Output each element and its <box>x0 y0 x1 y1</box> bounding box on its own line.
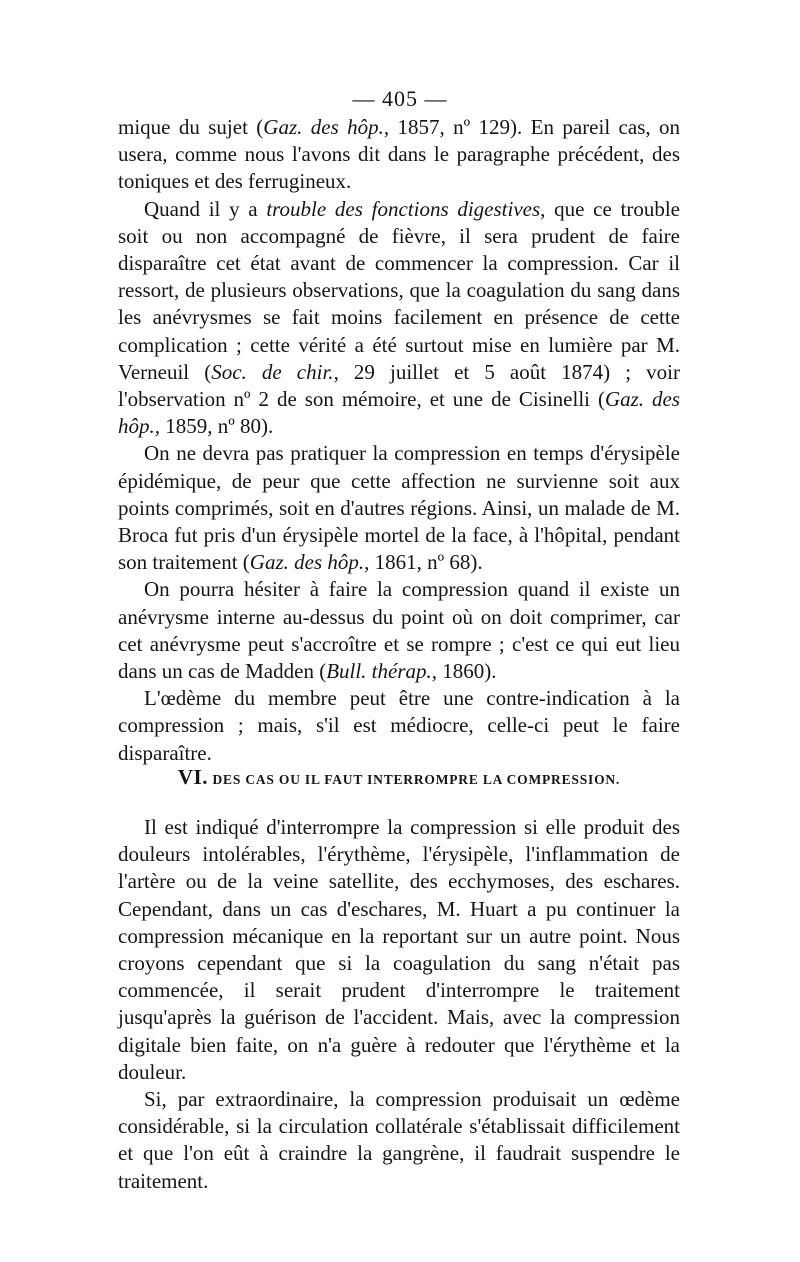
paragraph-oedema: L'œdème du membre peut être une contre-indication à la compression ; mais, s'il est médiocre, celle-ci peut le faire disparaître. <box>118 686 680 765</box>
paragraph-continuation: mique du sujet (Gaz. des hôp., 1857, nº 129). En pareil cas, on usera, comme nous l'avons dit dans le paragraphe précédent, des toniques et des ferrugineux. <box>118 115 680 194</box>
paragraph-interrupt: Il est indiqué d'interrompre la compression si elle produit des douleurs intolérables, l'érythème, l'érysipèle, l'inflammation de l'artère ou de la veine satellite, des ecchymoses, des eschares. Cependant, dans un cas d'eschares, M. Huart a pu continuer la compression mécanique en la reportant sur un autre point. Nous croyons cependant que si la coagulation du sang n'était pas commencée, il serait prudent d'interrompre le traitement jusqu'après la guérison de l'accident. Mais, avec la compression digitale bien faite, on n'a guère à redouter que l'érythème et la douleur. <box>118 815 680 1084</box>
body-text-top <box>118 114 680 767</box>
section-title: DES CAS OU IL FAUT INTERROMPRE LA COMPRESSION. <box>212 772 621 787</box>
body-text-bottom <box>118 814 680 1195</box>
section-heading <box>118 765 680 790</box>
section-number: VI. <box>177 765 208 789</box>
paragraph-extraordinary: Si, par extraordinaire, la compression produisait un œdème considérable, si la circulation collatérale s'établissait difficilement et que l'on eût à craindre la gangrène, il faudrait suspendre le traitement. <box>118 1087 680 1193</box>
paragraph-digestive: Quand il y a trouble des fonctions digestives, que ce trouble soit ou non accompagné de fièvre, il sera prudent de faire disparaître cet état avant de commencer la compression. Car il ressort, de plusieurs observations, que la coagulation du sang dans les anévrysmes se fait moins facilement en présence de cette complication ; cette vérité a été surtout mise en lumière par M. Verneuil (Soc. de chir., 29 juillet et 5 août 1874) ; voir l'observation nº 2 de son mémoire, et une de Cisinelli (Gaz. des hôp., 1859, nº 80). <box>118 196 680 439</box>
page-number: — 405 — <box>352 86 448 111</box>
paragraph-internal-aneurysm: On pourra hésiter à faire la compression quand il existe un anévrysme interne au-dessus du point où on doit comprimer, car cet anévrysme peut s'accroître et se rompre ; c'est ce qui eut lieu dans un cas de Madden (Bull. thérap., 1860). <box>118 577 680 684</box>
paragraph-erysipelas: On ne devra pas pratiquer la compression en temps d'érysipèle épidémique, de peur que cette affection ne survienne soit aux points comprimés, soit en d'autres régions. Ainsi, un malade de M. Broca fut pris d'un érysipèle mortel de la face, à l'hôpital, pendant son traitement (Gaz. des hôp., 1861, nº 68). <box>118 441 680 575</box>
